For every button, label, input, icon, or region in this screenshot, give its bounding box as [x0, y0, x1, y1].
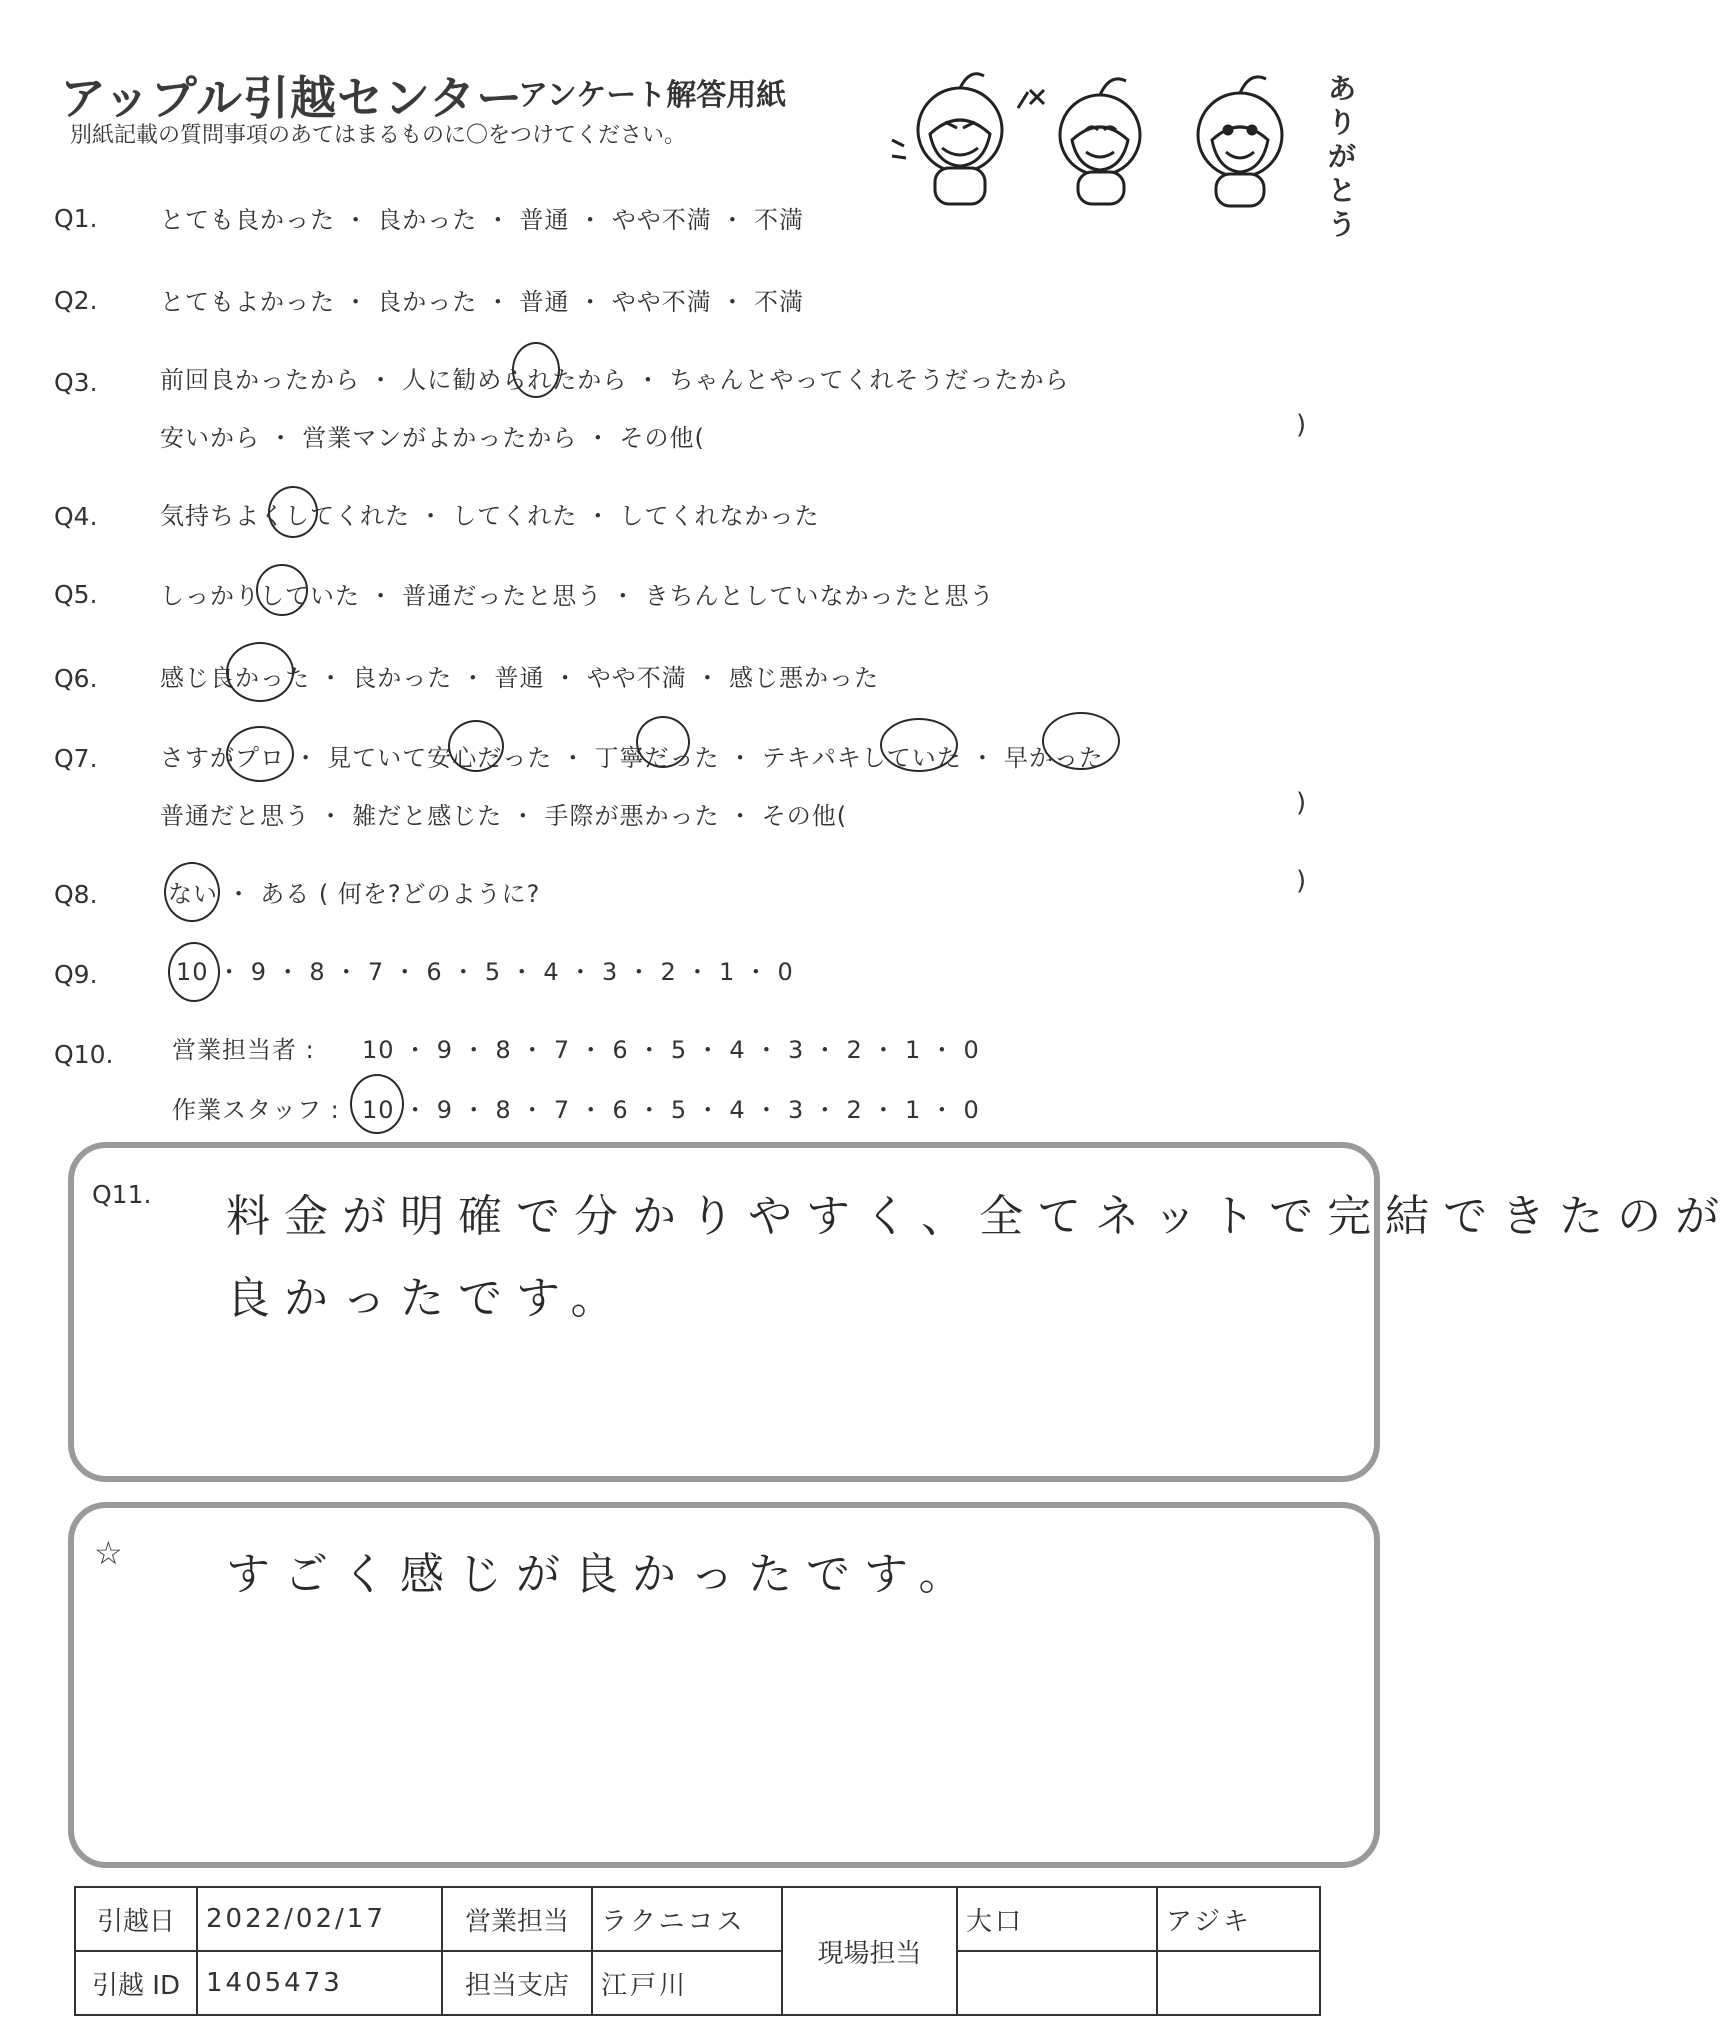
q6-label: Q6.	[54, 664, 98, 693]
q7-close-paren: )	[1296, 788, 1307, 818]
q5-answer-circle	[256, 564, 308, 616]
q11-answer-line2: 良かったです。	[226, 1273, 629, 1324]
q4-label: Q4.	[54, 502, 98, 531]
sales-rep-label: 営業担当	[442, 1887, 592, 1951]
q7-answer-circle-teinei	[636, 716, 690, 768]
q7-answer-circle-hayai	[1042, 712, 1120, 770]
q10-staff-answer-circle	[350, 1074, 404, 1134]
q10-staff-scale: 10 ・ 9 ・ 8 ・ 7 ・ 6 ・ 5 ・ 4 ・ 3 ・ 2 ・ 1 ・ 0	[362, 1096, 980, 1124]
q6-options: 感じ良かった ・ 良かった ・ 普通 ・ やや不満 ・ 感じ悪かった	[160, 664, 880, 692]
q10-staff-label: 作業スタッフ :	[172, 1096, 340, 1124]
move-date-value: 2022/02/17	[197, 1887, 442, 1951]
comment-text: すごく感じが良かったです。	[226, 1549, 977, 1600]
q11-answer-line1: 料金が明確で分かりやすく、全てネットで完結できたのが	[226, 1191, 1733, 1242]
q10-sales-scale: 10 ・ 9 ・ 8 ・ 7 ・ 6 ・ 5 ・ 4 ・ 3 ・ 2 ・ 1 ・ 0	[362, 1036, 980, 1064]
site-staff-label: 現場担当	[782, 1887, 957, 2015]
sales-rep-value: ラクニコス	[592, 1887, 782, 1951]
q9-label: Q9.	[54, 960, 98, 989]
q5-label: Q5.	[54, 580, 98, 609]
q7-options-line2: 普通だと思う ・ 雑だと感じた ・ 手際が悪かった ・ その他(	[160, 802, 848, 830]
move-date-label: 引越日	[75, 1887, 197, 1951]
site-staff-1: 大口	[957, 1887, 1157, 1951]
site-staff-empty-2	[1157, 1951, 1320, 2015]
q4-answer-circle	[268, 486, 318, 538]
q9-answer-circle	[168, 942, 220, 1002]
q7-answer-circle-anshin	[448, 720, 504, 772]
branch-label: 担当支店	[442, 1951, 592, 2015]
monkey-mascot-illustration	[890, 60, 1310, 210]
q3-answer-circle	[512, 342, 560, 398]
q11-label: Q11.	[92, 1180, 152, 1209]
site-staff-empty-1	[957, 1951, 1157, 2015]
q7-options-line1: さすがプロ ・ 見ていて安心だった ・ 丁寧だった ・ テキパキしていた ・ 早かった	[160, 744, 1105, 772]
q7-answer-circle-tekipaki	[880, 718, 958, 772]
instruction-text: 別紙記載の質問事項のあてはまるものに〇をつけてください。	[70, 123, 687, 148]
q5-options: しっかりしていた ・ 普通だったと思う ・ きちんとしていなかったと思う	[160, 582, 995, 610]
brand-title: アップル引越センター	[60, 71, 524, 125]
q8-close-paren: )	[1296, 866, 1307, 896]
q3-options-line2: 安いから ・ 営業マンがよかったから ・ その他(	[160, 424, 705, 452]
q7-answer-circle-pro	[226, 726, 294, 782]
q7-label: Q7.	[54, 744, 98, 773]
form-subtitle: アンケート解答用紙	[518, 78, 787, 113]
q6-answer-circle	[226, 642, 294, 702]
q1-options: とても良かった ・ 良かった ・ 普通 ・ やや不満 ・ 不満	[160, 206, 805, 234]
move-id-value: 1405473	[197, 1951, 442, 2015]
move-id-label: 引越 ID	[75, 1951, 197, 2015]
q3-close-paren: )	[1296, 410, 1307, 440]
q3-label: Q3.	[54, 368, 98, 397]
thanks-text: ありがとう	[1328, 72, 1357, 241]
q2-options: とてもよかった ・ 良かった ・ 普通 ・ やや不満 ・ 不満	[160, 288, 805, 316]
q2-label: Q2.	[54, 286, 98, 315]
branch-value: 江戸川	[592, 1951, 782, 2015]
q8-label: Q8.	[54, 880, 98, 909]
q8-answer-circle	[164, 862, 220, 922]
star-icon: ☆	[94, 1534, 123, 1572]
q1-label: Q1.	[54, 204, 98, 233]
q3-options-line1: 前回良かったから ・ 人に勧められたから ・ ちゃんとやってくれそうだったから	[160, 366, 1070, 394]
q10-label: Q10.	[54, 1040, 114, 1069]
q4-options: 気持ちよくしてくれた ・ してくれた ・ してくれなかった	[160, 502, 820, 530]
q10-sales-label: 営業担当者 :	[172, 1036, 315, 1064]
site-staff-2: アジキ	[1157, 1887, 1320, 1951]
q9-scale: 10 ・ 9 ・ 8 ・ 7 ・ 6 ・ 5 ・ 4 ・ 3 ・ 2 ・ 1 ・ 0	[176, 958, 794, 986]
footer-info-table	[74, 1886, 1321, 2016]
q8-options: ない ・ ある ( 何を?どのように?	[168, 880, 541, 908]
